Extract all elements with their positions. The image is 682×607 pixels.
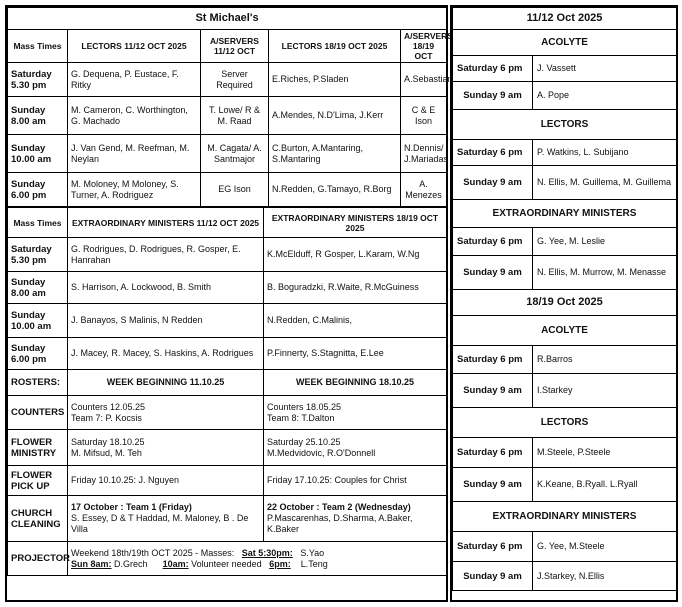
em-time: Sunday 6.00 pm <box>8 338 68 370</box>
church-cleaning-a-head: 17 October : Team 1 (Friday) <box>71 502 192 512</box>
lectors-a: M. Moloney, M Moloney, S. Turner, A. Rodriguez <box>68 173 201 207</box>
counters-b-date: Counters 18.05.25 <box>267 401 342 412</box>
projector-sun-name: D.Grech <box>114 558 148 569</box>
mass-time: Saturday 5.30 pm <box>8 63 68 97</box>
projector-details <box>68 542 447 576</box>
lectors-a: M. Cameron, C. Worthington, G. Machado <box>68 97 201 135</box>
counters-row <box>8 396 447 430</box>
aservers-a: T. Lowe/ R & M. Raad <box>201 97 269 135</box>
week2-lectors-header: LECTORS <box>453 408 677 438</box>
week2-acolyte-sat-label: Saturday 6 pm <box>453 346 533 374</box>
week2-em-sat: G. Yee, M.Steele <box>533 532 677 562</box>
lectors-header-b: LECTORS 18/19 OCT 2025 <box>269 30 401 63</box>
week2-acolyte-sat: R.Barros <box>533 346 677 374</box>
em-header-a: EXTRAORDINARY MINISTERS 11/12 OCT 2025 <box>68 208 264 238</box>
flower-ministry-b <box>264 430 447 466</box>
mass-row <box>8 135 447 173</box>
week1-acolyte-sun-label: Sunday 9 am <box>453 82 533 110</box>
aservers-header-a: A/SERVERS 11/12 OCT <box>201 30 269 63</box>
em-a: S. Harrison, A. Lockwood, B. Smith <box>68 272 264 304</box>
week1-em-header: EXTRAORDINARY MINISTERS <box>453 200 677 228</box>
aservers-a: EG Ison <box>201 173 269 207</box>
week1-acolyte-header: ACOLYTE <box>453 30 677 56</box>
church-cleaning-b-head: 22 October : Team 2 (Wednesday) <box>267 502 411 512</box>
lectors-b: N.Redden, G.Tamayo, R.Borg <box>269 173 401 207</box>
projector-sat-name: S.Yao <box>300 547 325 558</box>
aservers-a: Server Required <box>201 63 269 97</box>
mass-time: Sunday 8.00 am <box>8 97 68 135</box>
em-header-b: EXTRAORDINARY MINISTERS 18/19 OCT 2025 <box>264 208 447 238</box>
page-title: St Michael's <box>8 8 447 30</box>
mass-row <box>8 63 447 97</box>
mass-row <box>8 97 447 135</box>
projector-sun-time: Sun 8am: <box>71 558 112 569</box>
week2-lectors-sun: K.Keane, B.Ryall. L.Ryall <box>533 468 677 502</box>
week1-em-sun: N. Ellis, M. Murrow, M. Menasse <box>533 256 677 290</box>
mass-times-header: Mass Times <box>8 30 68 63</box>
mass-time: Sunday 10.00 am <box>8 135 68 173</box>
em-row <box>8 338 447 370</box>
em-row <box>8 238 447 272</box>
aservers-b: N.Dennis/ J.Mariadas <box>401 135 447 173</box>
church-cleaning-label: CHURCH CLEANING <box>8 496 68 542</box>
week1-em-sat: G. Yee, M. Leslie <box>533 228 677 256</box>
week1-lectors-sun: N. Ellis, M. Guillema, M. Guillema <box>533 166 677 200</box>
em-time: Sunday 8.00 am <box>8 272 68 304</box>
counters-a <box>68 396 264 430</box>
church-cleaning-row <box>8 496 447 542</box>
mass-row <box>8 173 447 207</box>
church-cleaning-b <box>264 496 447 542</box>
week2-acolyte-sun: I.Starkey <box>533 374 677 408</box>
lectors-a: J. Van Gend, M. Reefman, M. Neylan <box>68 135 201 173</box>
lectors-a: G. Dequena, P. Eustace, F. Ritky <box>68 63 201 97</box>
em-row <box>8 304 447 338</box>
counters-b <box>264 396 447 430</box>
church-cleaning-a-body: S. Essey, D & T Haddad, M. Maloney, B . De Villa <box>71 513 249 534</box>
projector-10am-time: 10am: <box>162 558 189 569</box>
week1-em-sat-label: Saturday 6 pm <box>453 228 533 256</box>
flower-pickup-row <box>8 466 447 496</box>
lectors-b: A.Mendes, N.D'Lima, J.Kerr <box>269 97 401 135</box>
rosters-week-b: WEEK BEGINNING 18.10.25 <box>264 370 447 396</box>
week1-lectors-sun-label: Sunday 9 am <box>453 166 533 200</box>
week1-acolyte-sat: J. Vassett <box>533 56 677 82</box>
week1-acolyte-sat-label: Saturday 6 pm <box>453 56 533 82</box>
week1-title: 11/12 Oct 2025 <box>453 8 677 30</box>
flower-ministry-a-names: M. Mifsud, M. Teh <box>71 447 142 458</box>
rosters-week-a: WEEK BEGINNING 11.10.25 <box>68 370 264 396</box>
week1-lectors-sat-label: Saturday 6 pm <box>453 140 533 166</box>
em-b: P.Finnerty, S.Stagnitta, E.Lee <box>264 338 447 370</box>
flower-pickup-label: FLOWER PICK UP <box>8 466 68 496</box>
em-a: J. Banayos, S Malinis, N Redden <box>68 304 264 338</box>
week2-acolyte-sun-label: Sunday 9 am <box>453 374 533 408</box>
week2-em-header: EXTRAORDINARY MINISTERS <box>453 502 677 532</box>
counters-a-team: Team 7: P. Kocsis <box>71 412 142 423</box>
em-time: Saturday 5.30 pm <box>8 238 68 272</box>
church-cleaning-b-body: P.Mascarenhas, D.Sharma, A.Baker, K.Baker <box>267 513 413 534</box>
week1-lectors-header: LECTORS <box>453 110 677 140</box>
week1-em-sun-label: Sunday 9 am <box>453 256 533 290</box>
week2-lectors-sat-label: Saturday 6 pm <box>453 438 533 468</box>
em-mass-times-header: Mass Times <box>8 208 68 238</box>
lectors-b: C.Burton, A.Mantaring, S.Mantaring <box>269 135 401 173</box>
em-b: N.Redden, C.Malinis, <box>264 304 447 338</box>
em-a: G. Rodrigues, D. Rodrigues, R. Gosper, E. Hanrahan <box>68 238 264 272</box>
flower-pickup-b: Friday 17.10.25: Couples for Christ <box>264 466 447 496</box>
week2-lectors-sun-label: Sunday 9 am <box>453 468 533 502</box>
week2-lectors-sat: M.Steele, P.Steele <box>533 438 677 468</box>
flower-ministry-a <box>68 430 264 466</box>
aservers-b: A.Sebastian <box>401 63 447 97</box>
flower-ministry-row <box>8 430 447 466</box>
flower-ministry-label: FLOWER MINISTRY <box>8 430 68 466</box>
projector-weekend: Weekend 18th/19th OCT 2025 - Masses: <box>71 547 235 558</box>
week2-title: 18/19 Oct 2025 <box>453 290 677 316</box>
right-roster <box>450 5 678 602</box>
em-time: Sunday 10.00 am <box>8 304 68 338</box>
mass-time: Sunday 6.00 pm <box>8 173 68 207</box>
counters-b-team: Team 8: T.Dalton <box>267 412 335 423</box>
projector-sat-time: Sat 5:30pm: <box>241 547 293 558</box>
projector-6pm-time: 6pm: <box>269 558 291 569</box>
em-b: K.McElduff, R Gosper, L.Karam, W.Ng <box>264 238 447 272</box>
projector-6pm-name: L.Teng <box>300 558 328 569</box>
aservers-a: M. Cagata/ A. Santmajor <box>201 135 269 173</box>
week1-acolyte-sun: A. Pope <box>533 82 677 110</box>
church-cleaning-a <box>68 496 264 542</box>
aservers-header-b: A/SERVERS 18/19 OCT <box>401 30 447 63</box>
aservers-b: A. Menezes <box>401 173 447 207</box>
em-a: J. Macey, R. Macey, S. Haskins, A. Rodrigues <box>68 338 264 370</box>
em-row <box>8 272 447 304</box>
lectors-header-a: LECTORS 11/12 OCT 2025 <box>68 30 201 63</box>
counters-label: COUNTERS <box>8 396 68 430</box>
projector-label: PROJECTOR <box>8 542 68 576</box>
em-b: B. Boguradzki, R.Waite, R.McGuiness <box>264 272 447 304</box>
rosters-label: ROSTERS: <box>8 370 68 396</box>
flower-ministry-b-names: M.Medvidovic, R.O'Donnell <box>267 447 376 458</box>
rosters-row <box>8 370 447 396</box>
week2-em-sun: J.Starkey, N.Ellis <box>533 562 677 591</box>
flower-pickup-a: Friday 10.10.25: J. Nguyen <box>68 466 264 496</box>
week2-em-sun-label: Sunday 9 am <box>453 562 533 591</box>
flower-ministry-b-date: Saturday 25.10.25 <box>267 436 341 447</box>
lectors-b: E.Riches, P.Sladen <box>269 63 401 97</box>
counters-a-date: Counters 12.05.25 <box>71 401 146 412</box>
aservers-b: C & E Ison <box>401 97 447 135</box>
projector-10am-name: Volunteer needed <box>191 558 262 569</box>
week2-acolyte-header: ACOLYTE <box>453 316 677 346</box>
projector-row <box>8 542 447 576</box>
flower-ministry-a-date: Saturday 18.10.25 <box>71 436 145 447</box>
left-roster <box>5 5 453 602</box>
week1-lectors-sat: P. Watkins, L. Subijano <box>533 140 677 166</box>
week2-em-sat-label: Saturday 6 pm <box>453 532 533 562</box>
